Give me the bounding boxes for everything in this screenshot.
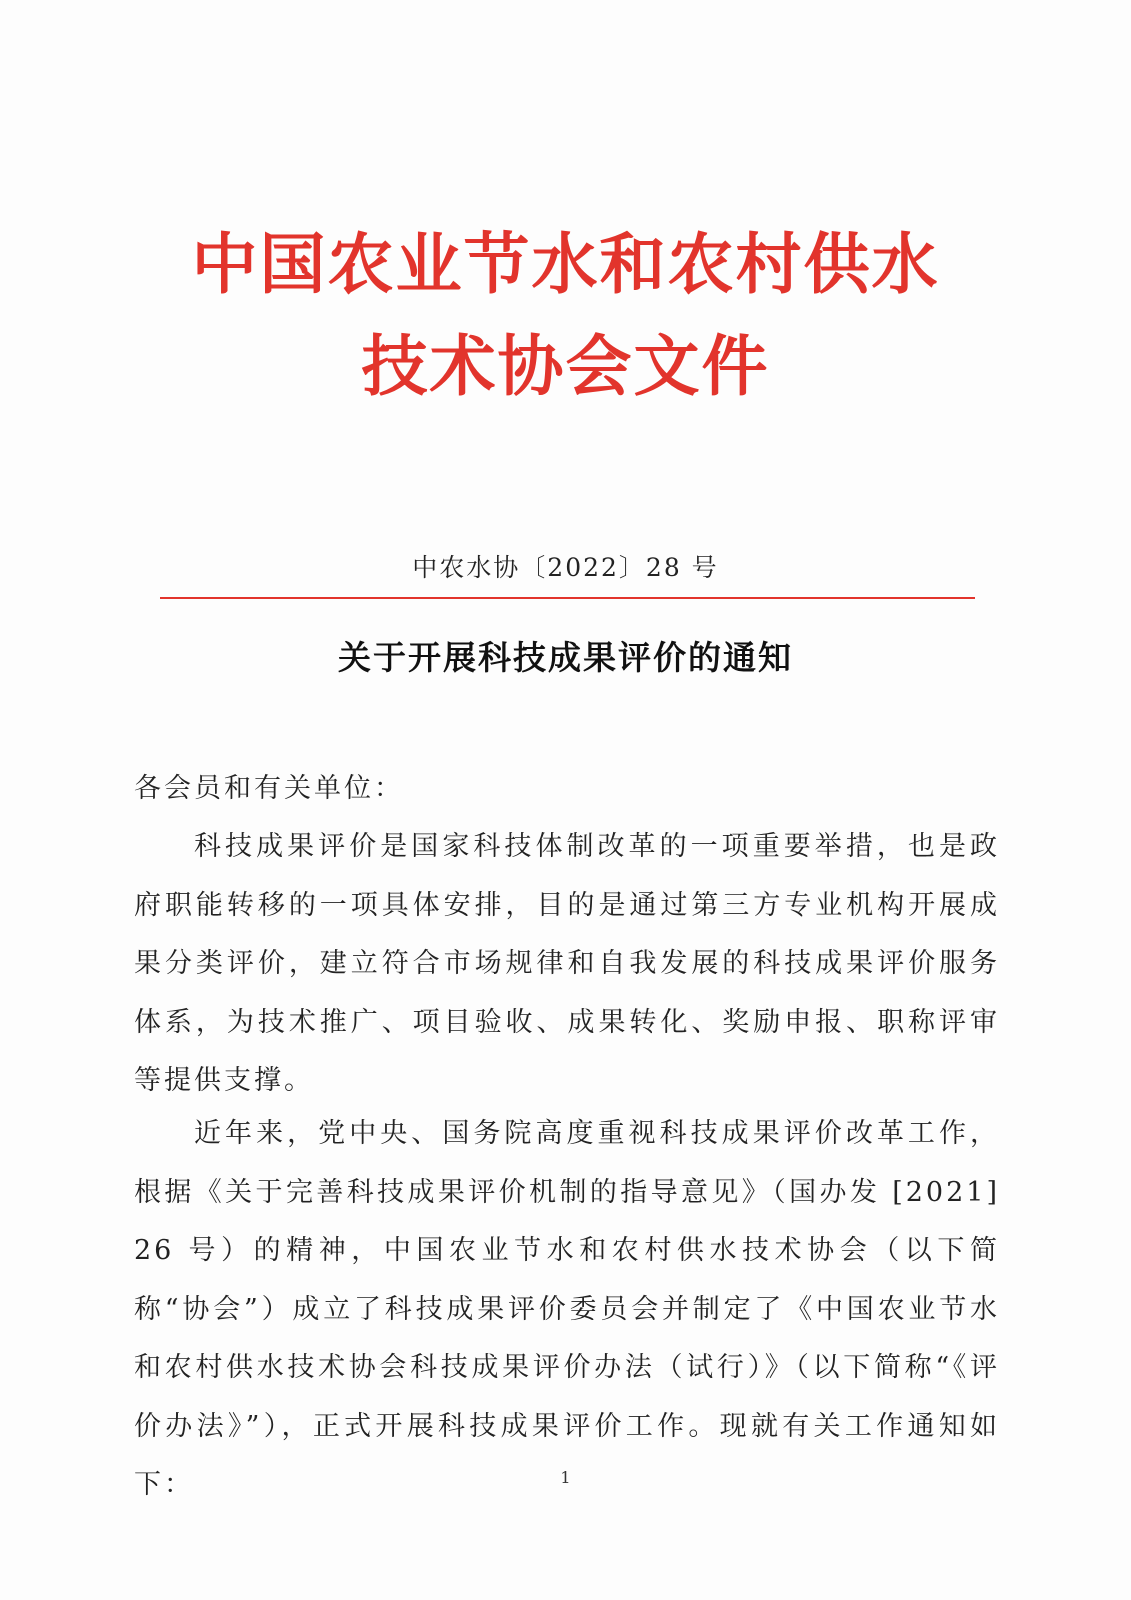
document-title: 关于开展科技成果评价的通知	[338, 638, 793, 677]
salutation: 各会员和有关单位：	[134, 773, 404, 804]
red-divider	[160, 597, 975, 599]
org-name-line2: 技术协会文件	[361, 328, 770, 405]
paragraph-1: 科技成果评价是国家科技体制改革的一项重要举措，也是政府职能转移的一项具体安排，目的是通过第三方专业机构开展成果分类评价，建立符合市场规律和自我发展的科技成果评价服务体系，为技术推广、项目验收、成果转化、奖励申报、职称评审等提供支撑。	[134, 831, 1000, 1096]
page-number: 1	[560, 1468, 571, 1487]
document-number: 中农水协〔2022〕28 号	[412, 553, 719, 582]
org-name-line1: 中国农业节水和农村供水	[191, 226, 940, 303]
paragraph-2: 近年来，党中央、国务院高度重视科技成果评价改革工作，根据《关于完善科技成果评价机制的指导意见》（国办发 [2021] 26 号）的精神，中国农业节水和农村供水技术协会（以下简称“协会”）成立了科技成果评价委员会并制定了《中国农业节水和农村供水技术协会科技成果评价办法（试行）》（以下简称“《评价办法》”），正式开展科技成果评价工作。现就有关工作通知如下：	[134, 1118, 1000, 1500]
